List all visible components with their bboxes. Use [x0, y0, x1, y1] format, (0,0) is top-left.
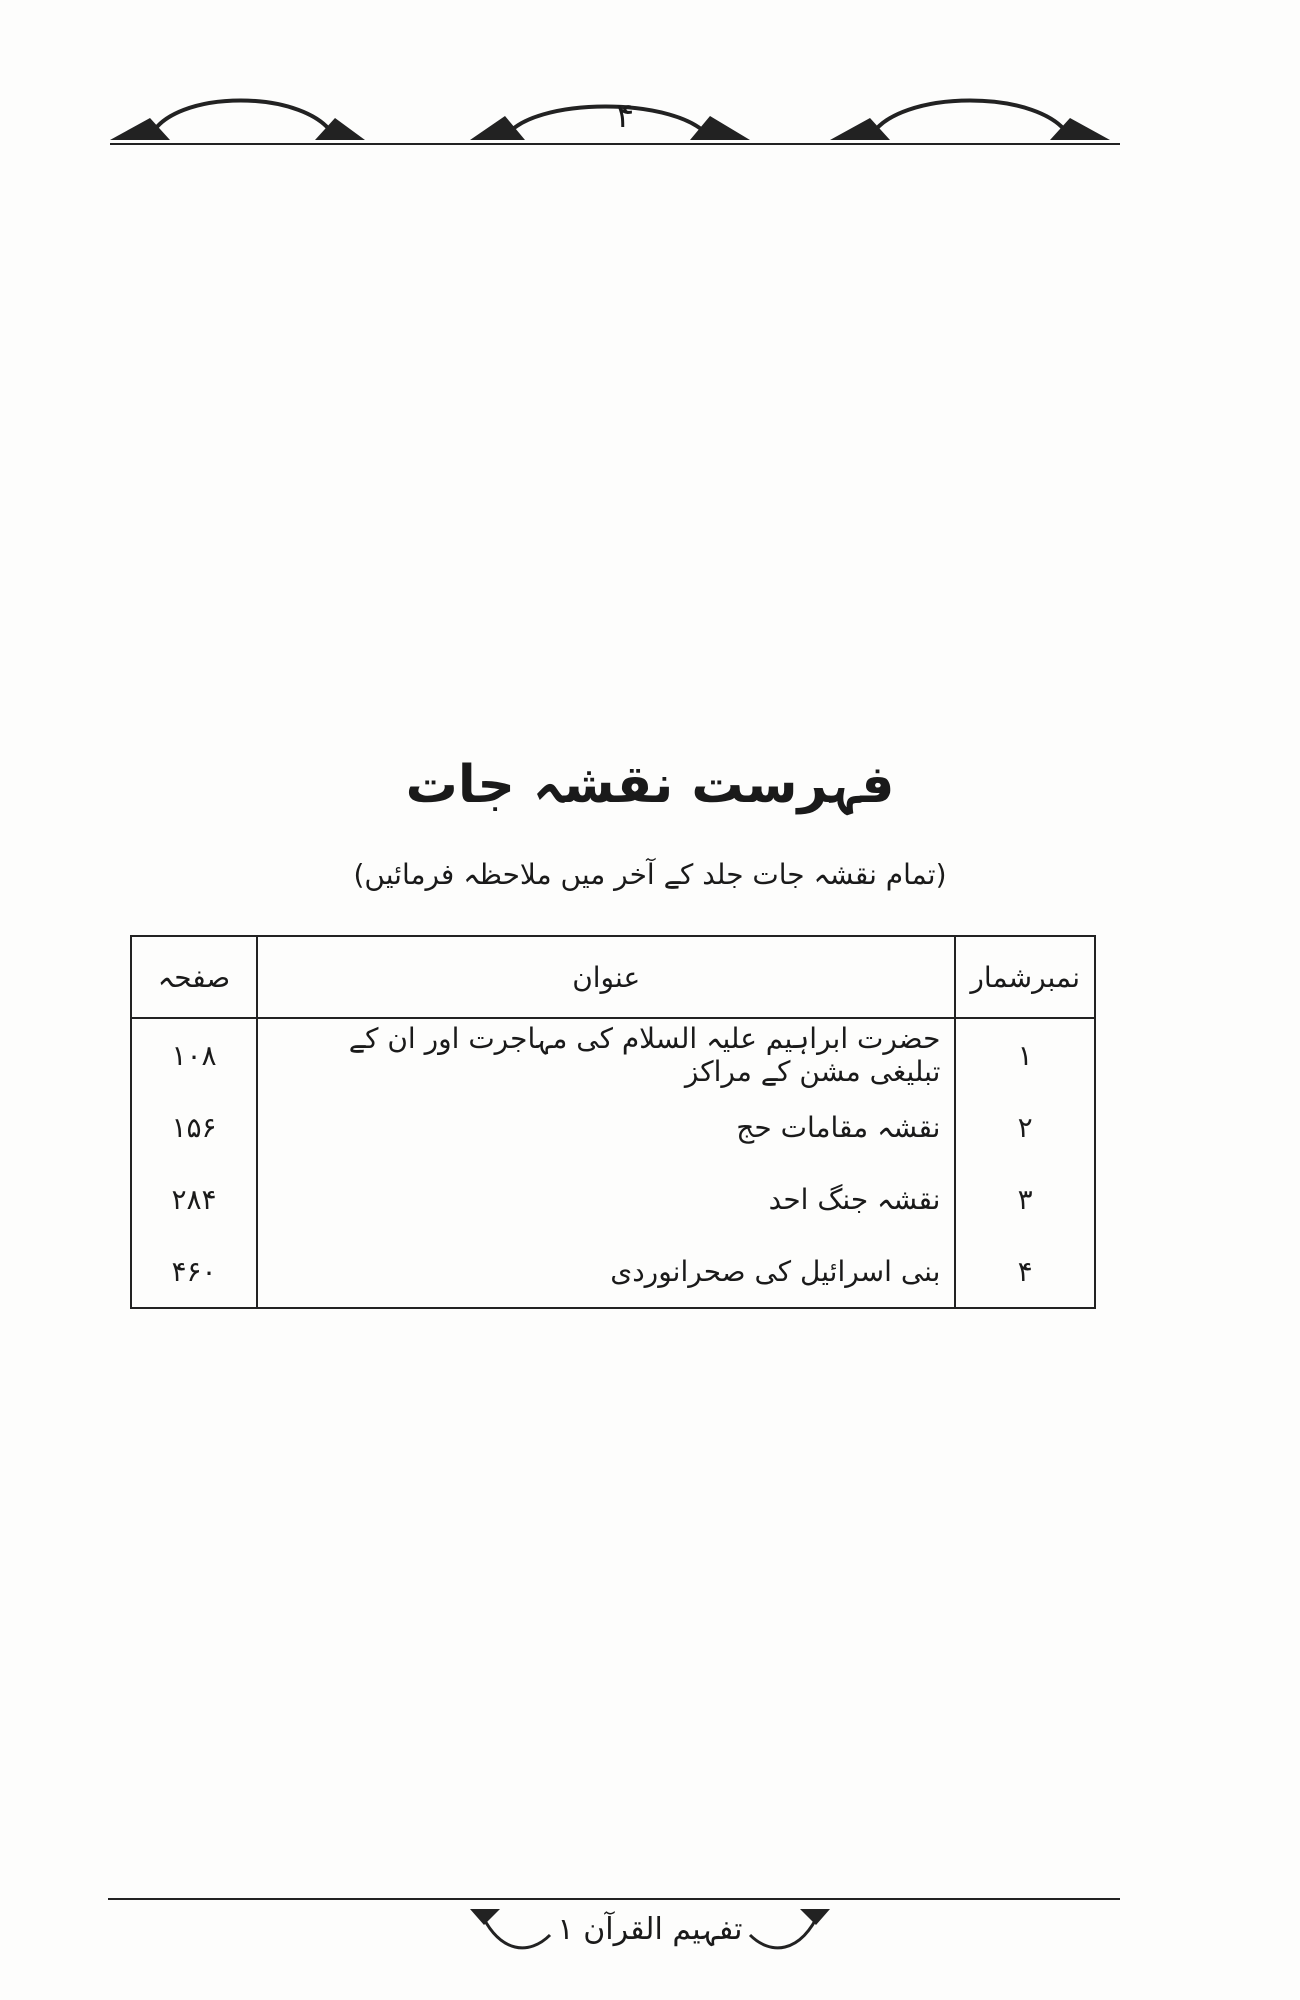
table-row: [131, 1163, 1095, 1235]
footer-rule: [108, 1898, 1120, 1900]
row-title: بنی اسرائیل کی صحرانوردی: [257, 1235, 955, 1308]
maps-table: [130, 935, 1096, 1309]
row-number: ۱: [955, 1018, 1095, 1091]
header-number: نمبرشمار: [955, 936, 1095, 1018]
header-page: صفحہ: [131, 936, 257, 1018]
footer-book-title: تفہیم القرآن ۱: [557, 1912, 743, 1947]
table-row: [131, 1235, 1095, 1308]
row-page: ۱۵۶: [131, 1091, 257, 1163]
page-subtitle: (تمام نقشہ جات جلد کے آخر میں ملاحظہ فرمائیں): [353, 858, 947, 891]
row-number: ۴: [955, 1235, 1095, 1308]
row-page: ۲۸۴: [131, 1163, 257, 1235]
row-number: ۲: [955, 1091, 1095, 1163]
page-title: فہرست نقشہ جات: [405, 755, 895, 815]
row-title: حضرت ابراہیم علیہ السلام کی مہاجرت اور ان کے تبلیغی مشن کے مراکز: [257, 1018, 955, 1091]
page-number: ۴: [615, 96, 635, 136]
row-title: نقشہ مقامات حج: [257, 1091, 955, 1163]
row-page: ۱۰۸: [131, 1018, 257, 1091]
header-title: عنوان: [257, 936, 955, 1018]
header-rule: [110, 143, 1120, 145]
table-row: [131, 1091, 1095, 1163]
row-title: نقشہ جنگ احد: [257, 1163, 955, 1235]
row-number: ۳: [955, 1163, 1095, 1235]
row-page: ۴۶۰: [131, 1235, 257, 1308]
table-row: [131, 1018, 1095, 1091]
table-header-row: [131, 936, 1095, 1018]
